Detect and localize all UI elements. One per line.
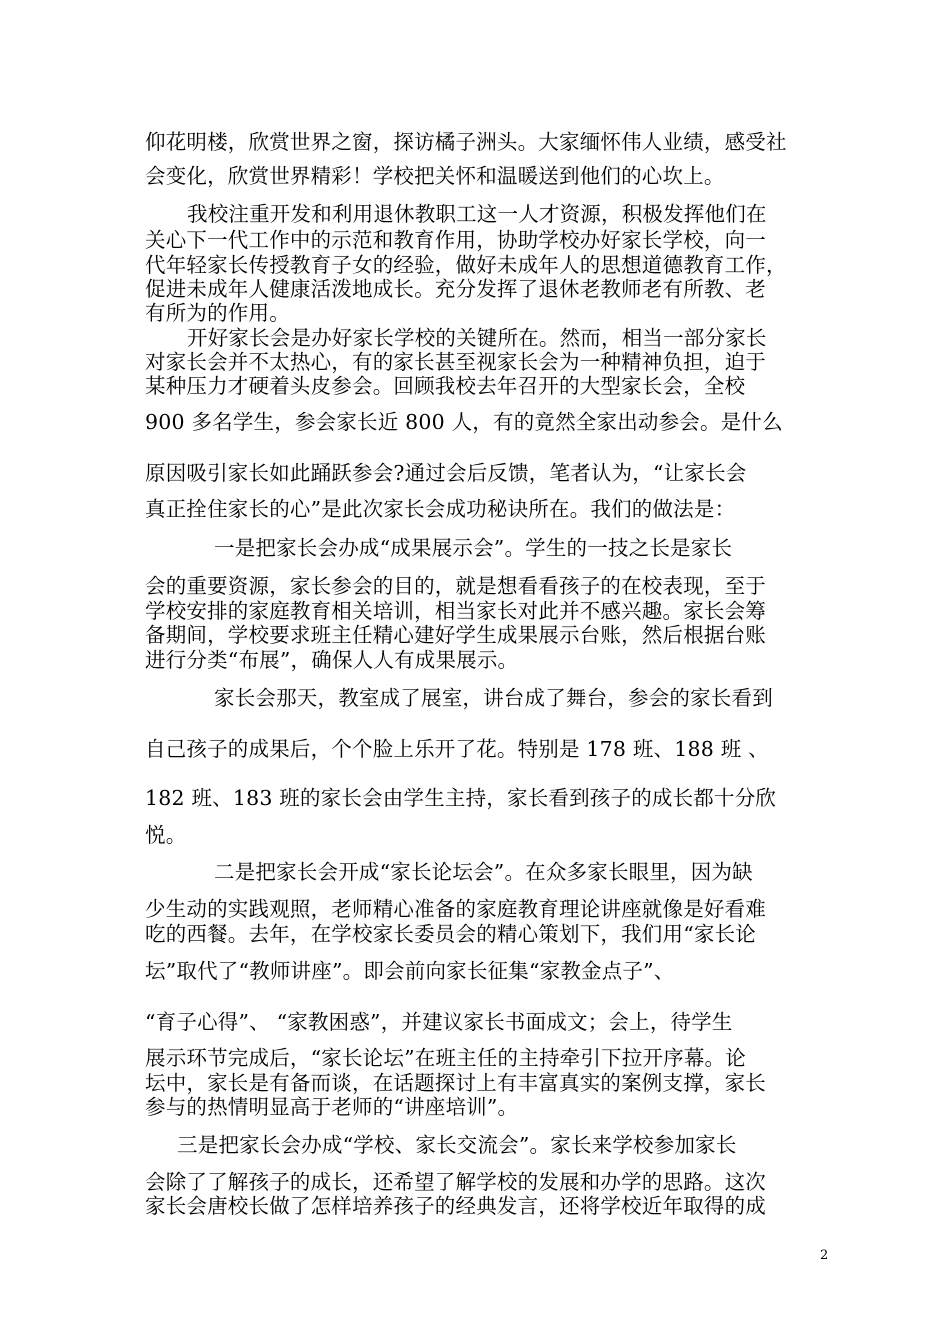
text-line: 备期间，学校要求班主任精心建好学生成果展示台账，然后根据台账 <box>145 623 766 647</box>
text-line: “育子心得”、 “家教困惑”，并建议家长书面成文；会上，待学生 <box>145 1010 733 1034</box>
text-line: 促进未成年人健康活泼地成长。充分发挥了退休老教师老有所教、老 <box>145 277 766 301</box>
text-line: 一是把家长会办成“成果展示会”。学生的一技之长是家长 <box>214 536 733 560</box>
text-line: 900 多名学生，参会家长近 800 人，有的竟然全家出动参会。是什么 <box>145 410 783 434</box>
text-line: 仰花明楼，欣赏世界之窗，探访橘子洲头。大家缅怀伟人业绩，感受社 <box>145 130 787 154</box>
text-line: 展示环节完成后，“家长论坛”在班主任的主持牵引下拉开序幕。论 <box>145 1046 746 1070</box>
text-line: 家长会那天，教室成了展室，讲台成了舞台，参会的家长看到 <box>214 686 773 710</box>
text-line: 关心下一代工作中的示范和教育作用，协助学校办好家长学校，向一 <box>145 228 766 252</box>
text-line: 会的重要资源，家长参会的目的，就是想看看孩子的在校表现，至于 <box>145 574 766 598</box>
text-line: 悦。 <box>145 823 187 847</box>
text-line: 学校安排的家庭教育相关培训，相当家长对此并不感兴趣。家长会筹 <box>145 599 766 623</box>
text-line: 少生动的实践观照，老师精心准备的家庭教育理论讲座就像是好看难 <box>145 897 766 921</box>
text-line: 会除了了解孩子的成长，还希望了解学校的发展和办学的思路。这次 <box>145 1170 766 1194</box>
text-line: 进行分类“布展”，确保人人有成果展示。 <box>145 648 519 672</box>
page-number: 2 <box>820 1248 829 1263</box>
text-line: 二是把家长会开成“家长论坛会”。在众多家长眼里，因为缺 <box>214 860 753 884</box>
text-line: 会变化，欣赏世界精彩！学校把关怀和温暖送到他们的心坎上。 <box>145 164 725 188</box>
text-line: 开好家长会是办好家长学校的关键所在。然而，相当一部分家长 <box>187 326 767 350</box>
text-line: 家长会唐校长做了怎样培养孩子的经典发言，还将学校近年取得的成 <box>145 1194 766 1218</box>
text-line: 代年轻家长传授教育子女的经验，做好未成年人的思想道德教育工作， <box>145 253 787 277</box>
text-line: 吃的西餐。去年，在学校家长委员会的精心策划下，我们用“家长论 <box>145 922 756 946</box>
text-line: 自己孩子的成果后，个个脸上乐开了花。特别是 178 班、188 班 、 <box>145 737 769 761</box>
text-line: 某种压力才硬着头皮参会。回顾我校去年召开的大型家长会，全校 <box>145 374 746 398</box>
text-line: 对家长会并不太热心，有的家长甚至视家长会为一种精神负担，迫于 <box>145 350 766 374</box>
text-line: 坛中，家长是有备而谈，在话题探讨上有丰富真实的案例支撑，家长 <box>145 1071 766 1095</box>
text-line: 我校注重开发和利用退休教职工这一人才资源，积极发挥他们在 <box>187 202 767 226</box>
text-line: 真正拴住家长的心”是此次家长会成功秘诀所在。我们的做法是： <box>145 497 736 521</box>
text-line: 182 班、183 班的家长会由学生主持，家长看到孩子的成长都十分欣 <box>145 786 777 810</box>
text-line: 有所为的作用。 <box>145 301 290 325</box>
text-line: 坛”取代了“教师讲座”。即会前向家长征集“家教金点子”、 <box>145 959 675 983</box>
text-line: 三是把家长会办成“学校、家长交流会”。家长来学校参加家长 <box>177 1133 737 1157</box>
text-line: 原因吸引家长如此踊跃参会?通过会后反馈，笔者认为，“让家长会 <box>145 461 747 485</box>
text-line: 参与的热情明显高于老师的“讲座培训”。 <box>145 1095 519 1119</box>
